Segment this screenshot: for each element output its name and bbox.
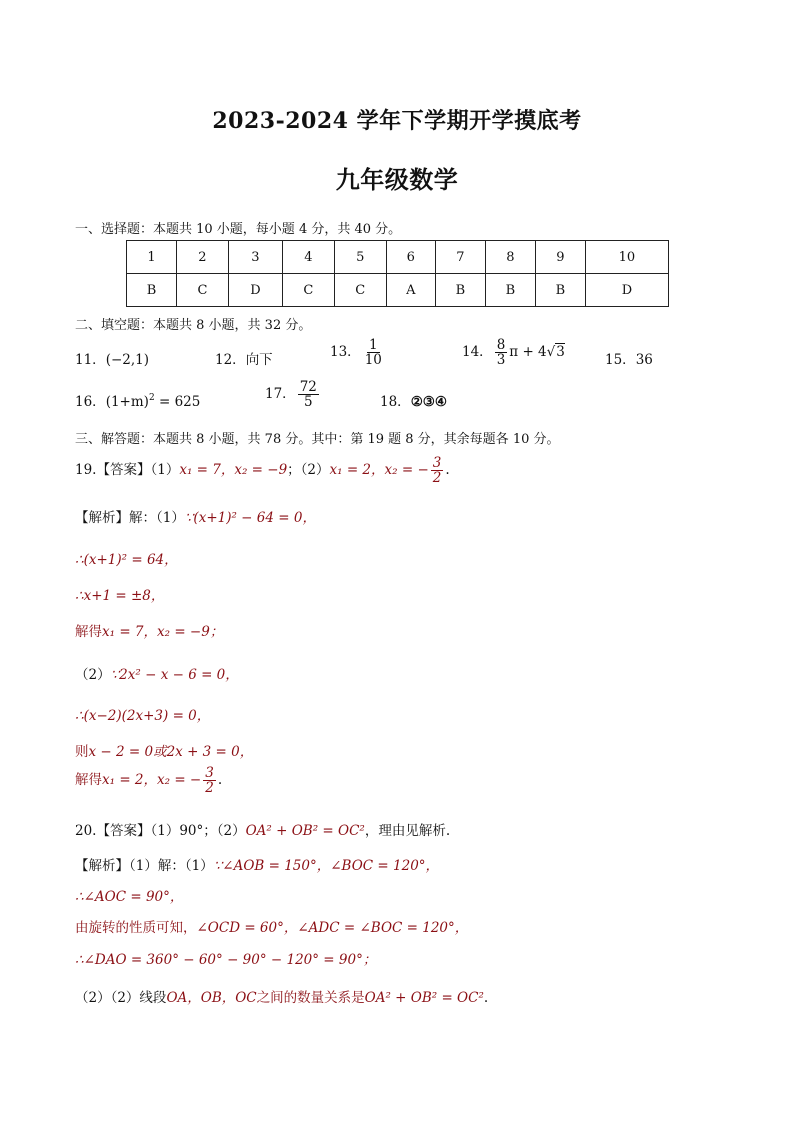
table-cell: 6: [386, 241, 435, 274]
table-cell: B: [435, 274, 485, 307]
answer-q11: 11．(−2,1): [75, 352, 150, 368]
fraction: $\frac{1}{10}$: [364, 337, 382, 369]
table-cell: 4: [282, 241, 334, 274]
table-cell: C: [177, 274, 229, 307]
q19-analysis-line-7: 则x − 2 = 0或2x + 3 = 0，: [75, 744, 254, 760]
q20-analysis-line-1: 【解析】（1）解：（1）∵∠AOB = 150°，∠BOC = 120°，: [75, 858, 440, 874]
q20-analysis-line-2: ∴∠AOC = 90°，: [75, 889, 184, 905]
answer-q12: 12．向下: [215, 352, 273, 368]
section3-heading: 三、解答题：本题共 8 小题，共 78 分。其中：第 19 题 8 分，其余每题各 10 分。: [75, 432, 560, 447]
q19-analysis-line-1: 【解析】解：（1）∵(x+1)² − 64 = 0，: [75, 510, 316, 526]
fraction: $\frac{72}{5}$: [299, 379, 317, 411]
table-cell: C: [282, 274, 334, 307]
q20-analysis-line-3: 由旋转的性质可知，∠OCD = 60°，∠ADC = ∠BOC = 120°，: [75, 920, 469, 936]
table-cell: 5: [334, 241, 386, 274]
q19-analysis-line-2: ∴(x+1)² = 64，: [75, 552, 178, 568]
answer-q14: 14． $\frac{8}{3}$ π + 4√3: [462, 337, 565, 369]
q19-analysis-line-8: 解得x₁ = 2，x₂ = − $\frac{3}{2}$ .: [75, 765, 223, 797]
table-cell: D: [228, 274, 282, 307]
table-cell: A: [386, 274, 435, 307]
q20-analysis-line-5: （2）（2）线段OA，OB，OC之间的数量关系是OA² + OB² = OC².: [75, 990, 489, 1006]
page-subtitle: 九年级数学: [335, 165, 459, 194]
q19-analysis-line-6: ∴(x−2)(2x+3) = 0，: [75, 708, 211, 724]
q19-analysis-line-3: ∴x+1 = ±8，: [75, 588, 165, 604]
section2-heading: 二、填空题：本题共 8 小题，共 32 分。: [75, 318, 312, 333]
fraction: $\frac{3}{2}$: [432, 455, 442, 487]
fraction: $\frac{3}{2}$: [205, 765, 214, 797]
answer-q17: 17． $\frac{72}{5}$: [265, 379, 317, 411]
page-title: 2023-2024 学年下学期开学摸底考: [212, 108, 582, 134]
sqrt-icon: √: [546, 344, 556, 361]
table-cell: 2: [177, 241, 229, 274]
table-cell: 8: [485, 241, 535, 274]
answer-q16: 16．$(1+m)^2 = 625$: [75, 393, 201, 410]
answer-table: [126, 240, 669, 307]
table-row: [127, 274, 669, 307]
table-cell: 9: [535, 241, 585, 274]
answer-q13: 13． $\frac{1}{10}$: [330, 337, 382, 369]
table-row: [127, 241, 669, 274]
section1-heading: 一、选择题：本题共 10 小题，每小题 4 分，共 40 分。: [75, 222, 402, 237]
answer-q18: 18．②③④: [380, 394, 447, 410]
table-cell: 10: [585, 241, 668, 274]
table-cell: B: [485, 274, 535, 307]
q19-answer: 19.【答案】（1）x₁ = 7，x₂ = −9；（2）x₁ = 2，x₂ = − $\frac{3}{2}$ .: [75, 455, 450, 487]
table-cell: D: [585, 274, 668, 307]
q20-analysis-line-4: ∴∠DAO = 360° − 60° − 90° − 120° = 90°；: [75, 952, 377, 968]
answer-q15: 15．36: [605, 352, 653, 368]
table-cell: B: [535, 274, 585, 307]
q19-analysis-line-4: 解得x₁ = 7，x₂ = −9；: [75, 624, 224, 640]
table-cell: B: [127, 274, 177, 307]
q19-analysis-line-5: （2）∵2x² − x − 6 = 0，: [75, 667, 239, 683]
fraction: $\frac{8}{3}$: [496, 337, 506, 369]
table-cell: 1: [127, 241, 177, 274]
table-cell: 3: [228, 241, 282, 274]
table-cell: C: [334, 274, 386, 307]
table-cell: 7: [435, 241, 485, 274]
q20-answer: 20.【答案】（1）90°；（2）OA² + OB² = OC²，理由见解析.: [75, 823, 451, 839]
